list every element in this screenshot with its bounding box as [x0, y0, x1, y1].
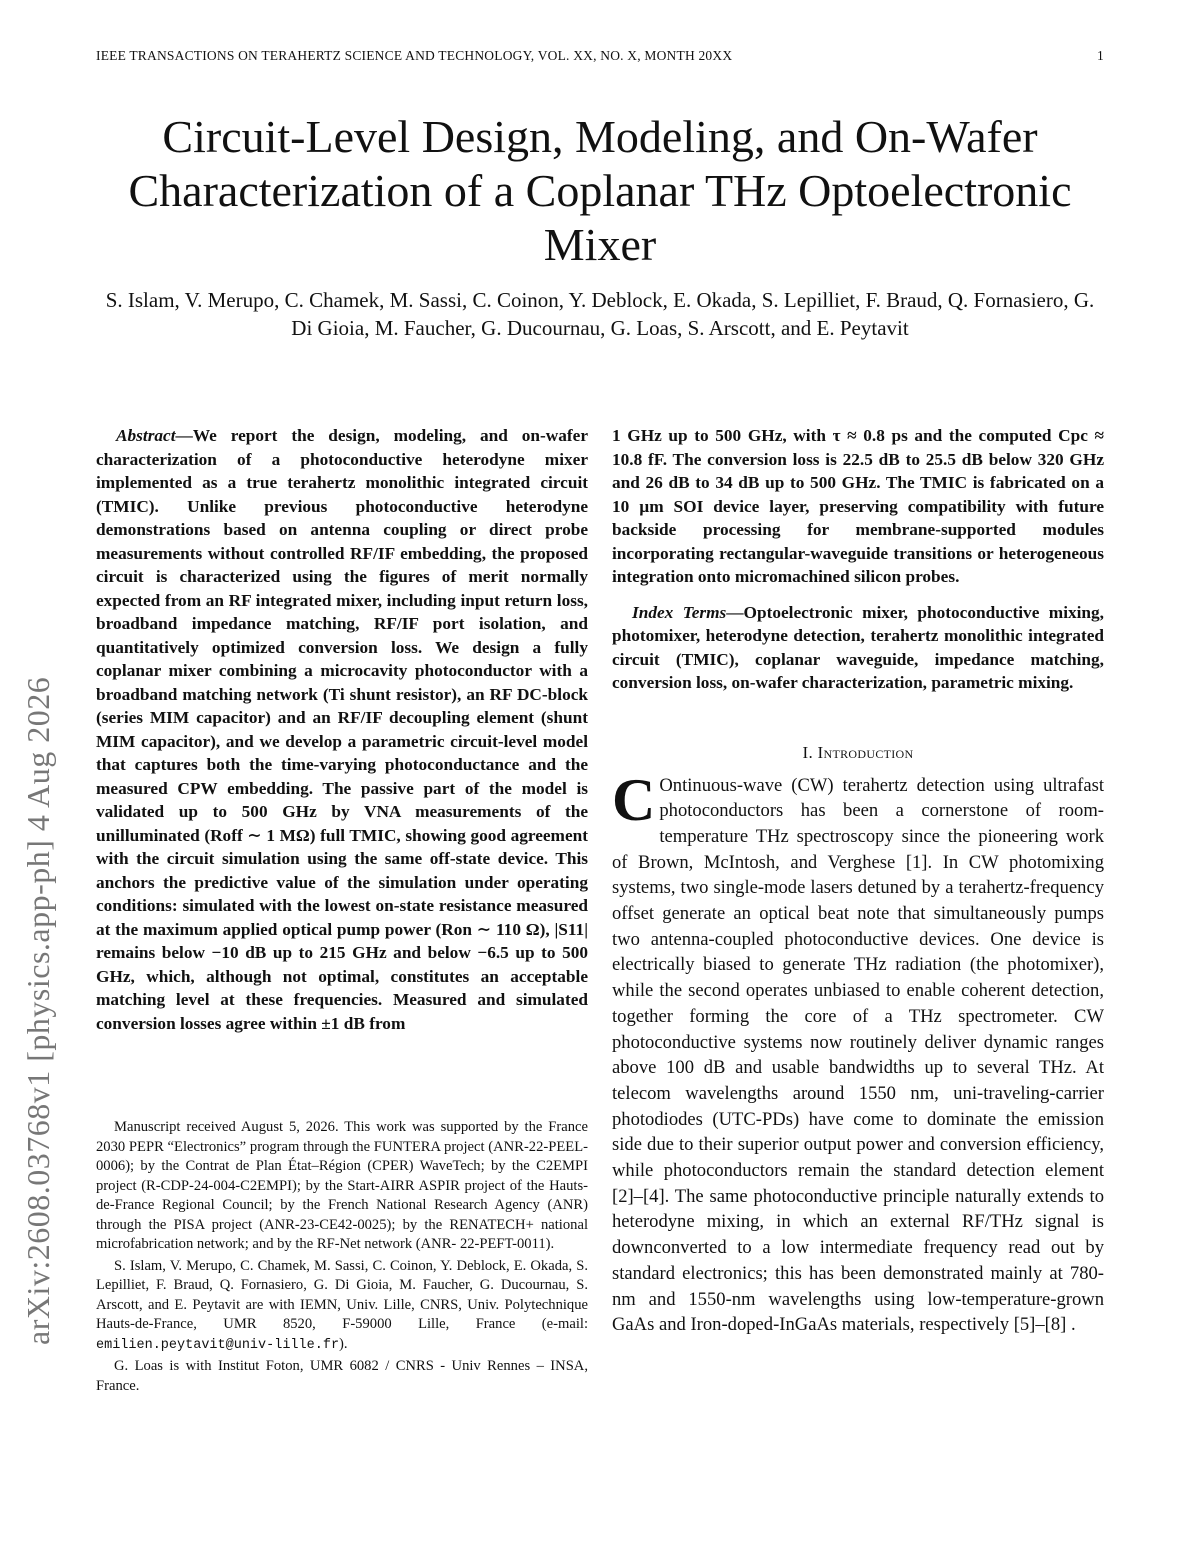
affiliation-footnote	[96, 1257, 588, 1356]
abstract-continued: 1 GHz up to 500 GHz, with τ ≈ 0.8 ps and the computed Cpc ≈ 10.8 fF. The conversion loss is 22.5 dB to 25.5 dB below 320 GHz and 26 dB to 34 dB up to 500 GHz. The TMIC is fabricated on a 10 µm SOI device layer, preserving compatibility with future backside processing for membrane-supported modules incorporating rectangular-waveguide transitions or heterogeneous integration onto micromachined silicon probes.	[612, 426, 1104, 586]
page-number: 1	[1097, 48, 1104, 63]
paper-title: Circuit-Level Design, Modeling, and On-Wafer Characterization of a Coplanar THz Optoelectronic Mixer	[128, 111, 1072, 270]
right-column	[612, 424, 1104, 1338]
abstract-label: Abstract	[116, 426, 176, 445]
affiliation-end: ).	[339, 1335, 348, 1352]
section-heading-introduction: I. Introduction	[802, 742, 914, 762]
index-terms	[612, 601, 1104, 695]
manuscript-footnote: Manuscript received August 5, 2026. This work was supported by the France 2030 PEPR “Electronics” program through the FUNTERA project (ANR-22-PEEL-0006); by the Contrat de Plan État–Région (CPER) WaveTech; by the C2EMPI project (R-CDP-24-004-C2EMPI); by the Start-AIRR ASPIR project of the Hauts-de-France Regional Council; by the French National Research Agency (ANR) through the PISA project (ANR-23-CE42-0025); by the RENATECH+ national microfabrication network; and by the RF-Net network (ANR- 22-PEFT-0011).	[96, 1119, 588, 1252]
abstract-text-left: —We report the design, modeling, and on-wafer characterization of a photoconductive heterodyne mixer implemented as a true terahertz monolithic integrated circuit (TMIC). Unlike previous photoconductive heterodyne demonstrations based on antenna coupling or direct probe measurements without controlled RF/IF embedding, the proposed circuit is characterized using the figures of merit normally expected from an RF integrated mixer, including input return loss, broadband impedance matching, RF/IF port isolation, and quantitatively optimized conversion loss. We design a fully coplanar mixer combining a microcavity photoconductor with a broadband matching network (Ti shunt resistor), an RF DC-block (series MIM capacitor) and an RF/IF decoupling element (shunt MIM capacitor), and we develop a parametric circuit-level model that captures both the time-varying photoconductance and the measured CPW embedding. The passive part of the model is validated up to 500 GHz by VNA measurements of the unilluminated (Roff ∼ 1 MΩ) full TMIC, showing good agreement with the circuit simulation using the same off-state device. This anchors the predictive value of the simulation under operating conditions: simulated with the lowest on-state resistance measured at the maximum applied optical pump power (Ron ∼ 110 Ω), |S11| remains below −10 dB up to 215 GHz and below −6.5 up to 500 GHz, which, although not optimal, constitutes an acceptable matching level at these frequencies. Measured and simulated conversion losses agree within ±1 dB from	[96, 426, 588, 1033]
arxiv-identifier[interactable]: arXiv:2608.03768v1 [physics.app-ph] 4 Aug 2026	[20, 676, 56, 1345]
abstract	[96, 424, 588, 1035]
index-terms-label: Index Terms	[632, 602, 727, 622]
running-head	[96, 48, 1104, 64]
left-column	[96, 424, 588, 1035]
index-terms-text: —Optoelectronic mixer, photoconductive mixing, photomixer, heterodyne detection, terahertz monolithic integrated circuit (TMIC), coplanar waveguide, impedance matching, conversion loss, on-wafer characterization, parametric mixing.	[612, 602, 1105, 692]
journal-running-title: IEEE TRANSACTIONS ON TERAHERTZ SCIENCE AND TECHNOLOGY, VOL. XX, NO. X, MONTH 20XX	[96, 48, 733, 63]
introduction-text: Ontinuous-wave (CW) terahertz detection using ultrafast photoconductors has been a cornerstone of room-temperature THz spectroscopy since the pioneering work of Brown, McIntosh, and Verghese [1]. In CW photomixing systems, two single-mode lasers detuned by a terahertz-frequency offset generate an optical beat note that simultaneously pumps two antenna-coupled photoconductive devices. One device is electrically biased to generate THz radiation (the photomixer), while the second operates unbiased to enable coherent detection, together forming the core of a THz spectrometer. CW photoconductive systems now routinely deliver dynamic ranges above 100 dB and usable bandwidths up to several THz. At telecom wavelengths around 1550 nm, uni-traveling-carrier photodiodes (UTC-PDs) have come to dominate the emission side due to their superior output power and conversion efficiency, while photoconductors remain the standard detection element [2]–[4]. The same photoconductive principle naturally extends to heterodyne mixing, in which an external RF/THz signal is downconverted to a low intermediate frequency read out by standard electronics; this has been demonstrated mainly at 780-nm and 1550-nm wavelengths using low-temperature-grown GaAs and Iron-doped-InGaAs materials, respectively [5]–[8] .	[612, 774, 1104, 1336]
affiliation-text: S. Islam, V. Merupo, C. Chamek, M. Sassi, C. Coinon, Y. Deblock, E. Okada, S. Lepilliet, F. Braud, Q. Fornasiero, G. Di Gioia, M. Faucher, G. Ducournau, S. Arscott, and E. Peytavit are with IEMN, Univ. Lille, CNRS, Univ. Polytechnique Hauts-de-France, UMR 8520, F-59000 Lille, France (e-mail:	[96, 1257, 588, 1332]
footnotes	[96, 1118, 588, 1398]
email-link[interactable]: emilien.peytavit@univ-lille.fr	[96, 1337, 340, 1353]
loas-affiliation-footnote: G. Loas is with Institut Foton, UMR 6082 / CNRS - Univ Rennes – INSA, France.	[96, 1358, 588, 1394]
author-list: S. Islam, V. Merupo, C. Chamek, M. Sassi, C. Coinon, Y. Deblock, E. Okada, S. Lepilliet, F. Braud, Q. Fornasiero, G. Di Gioia, M. Faucher, G. Ducournau, G. Loas, S. Arscott, and E. Peytavit	[105, 288, 1095, 340]
introduction-paragraph	[612, 766, 1104, 1338]
drop-cap: C	[612, 766, 656, 833]
